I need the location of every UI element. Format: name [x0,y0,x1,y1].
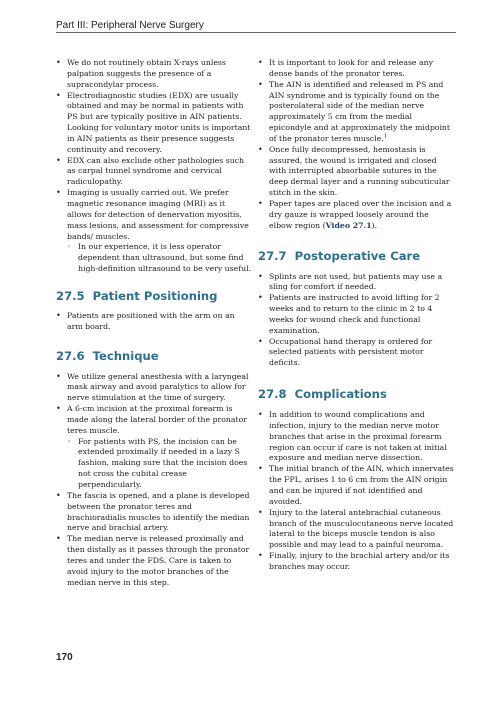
bullet-ain-text: The AIN is identified and released in PS and AIN syndrome and is typically found on the posterolateral side of the median nerve approximately 5 cm from the medial epicondyle and at approximately the midpoint of the pronator teres muscle. [269,79,451,143]
bullet-median-release: • The median nerve is released proximally and then distally as it passes through the pronator teres and under the FDS. Care is taken to avoid injury to the motor branches of the median nerve in this step. [56,534,252,588]
imaging-bullet-list [56,58,252,275]
running-header [56,13,456,33]
bullet-closure: • Once fully decompressed, hemostasis is assured, the wound is irrigated and closed with interrupted absorbable sutures in the deep dermal layer and a running subcuticular stitch in the skin. [258,145,454,199]
section-title: Postoperative Care [294,248,421,263]
bullet-dressing [258,199,454,232]
technique-bullet-list [56,372,252,589]
sub-bullet-lazy-s: ◦ For patients with PS, the incision can be extended proximally if needed in a lazy S fashion, making sure that the incision does not cross the cubital crease perpendicularly. [67,437,252,491]
bullet-wound-complications: • In addition to wound complications and infection, injury to the median nerve motor branches that arise in the proximal forearm region can occur if care is not taken at initial exposure and median nerve dissection. [258,410,454,464]
technique-continued-list [258,58,454,232]
heading-postoperative-care [258,249,454,264]
heading-complications [258,387,454,402]
bullet-lac-injury: • Injury to the lateral antebrachial cutaneous branch of the musculocutaneous nerve located lateral to the biceps muscle tendon is also possible and may lead to a painful neuroma. [258,508,454,551]
bullet-dressing-text: Paper tapes are placed over the incision and a dry gauze is wrapped loosely around the elbow region ( [269,198,452,230]
bullet-positioning: • Patients are positioned with the arm on an arm board. [56,311,252,333]
bullet-edx: • Electrodiagnostic studies (EDX) are usually obtained and may be normal in patients with PS but are typically positive in AIN patients. Looking for voluntary motor units is important in AIN patients as their presence suggests continuity and recovery. [56,91,252,156]
bullet-dense-bands: • It is important to look for and release any dense bands of the pronator teres. [258,58,454,80]
bullet-hand-therapy: • Occupational hand therapy is ordered for selected patients with persistent motor deficits. [258,337,454,370]
footnote-marker: 1 [383,133,388,140]
postoperative-bullet-list [258,272,454,370]
imaging-sub-list [67,242,252,275]
section-number: 27.5 [56,288,85,303]
section-title: Patient Positioning [92,288,218,303]
incision-sub-list [67,437,252,491]
sub-bullet-ultrasound: ◦ In our experience, it is less operator dependent than ultrasound, but some find high-definition ultrasound to be very useful. [67,242,252,275]
complications-bullet-list [258,410,454,573]
heading-technique [56,349,252,364]
bullet-brachial-artery: • Finally, injury to the brachial artery and/or its branches may occur. [258,551,454,573]
heading-patient-positioning [56,289,252,304]
bullet-splints: • Splints are not used, but patients may use a sling for comfort if needed. [258,272,454,294]
left-column [56,58,252,588]
bullet-incision [56,404,252,491]
section-number: 27.6 [56,348,85,363]
section-number: 27.8 [258,387,287,402]
bullet-fascia: • The fascia is opened, and a plane is developed between the pronator teres and brachioradialis muscles to identify the median nerve and brachial artery. [56,491,252,534]
section-number: 27.7 [258,248,287,263]
section-title: Technique [92,348,159,363]
bullet-incision-text: A 6-cm incision at the proximal forearm is made along the lateral border of the pronator teres muscle. [67,404,248,435]
video-link[interactable]: Video 27.1 [325,220,372,230]
bullet-imaging-text: Imaging is usually carried out. We prefer magnetic resonance imaging (MRI) as it allows for detection of denervation myositis, mass lesions, and assessment for compressive bands/ muscles. [67,188,249,241]
right-column [258,58,454,573]
bullet-dressing-tail: ). [371,220,378,230]
bullet-anesthesia: • We utilize general anesthesia with a laryngeal mask airway and avoid paralytics to allow for nerve stimulation at the time of surgery. [56,372,252,405]
page-number: 170 [56,652,73,663]
section-title: Complications [294,387,387,402]
running-title: Part III: Peripheral Nerve Surgery [56,20,204,31]
bullet-edx-exclude: • EDX can also exclude other pathologies such as carpal tunnel syndrome and cervical radiculopathy. [56,156,252,189]
bullet-fpl-branch: • The initial branch of the AIN, which innervates the FPL, arises 1 to 6 cm from the AIN origin and can be injured if not identified and avoided. [258,464,454,507]
bullet-xrays: • We do not routinely obtain X-rays unless palpation suggests the presence of a supracondylar process. [56,58,252,91]
header-divider [56,32,456,33]
bullet-ain-release [258,80,454,145]
bullet-lifting: • Patients are instructed to avoid lifting for 2 weeks and to return to the clinic in 2 to 4 weeks for wound check and functional examination. [258,293,454,336]
bullet-imaging [56,188,252,275]
positioning-bullet-list [56,311,252,333]
